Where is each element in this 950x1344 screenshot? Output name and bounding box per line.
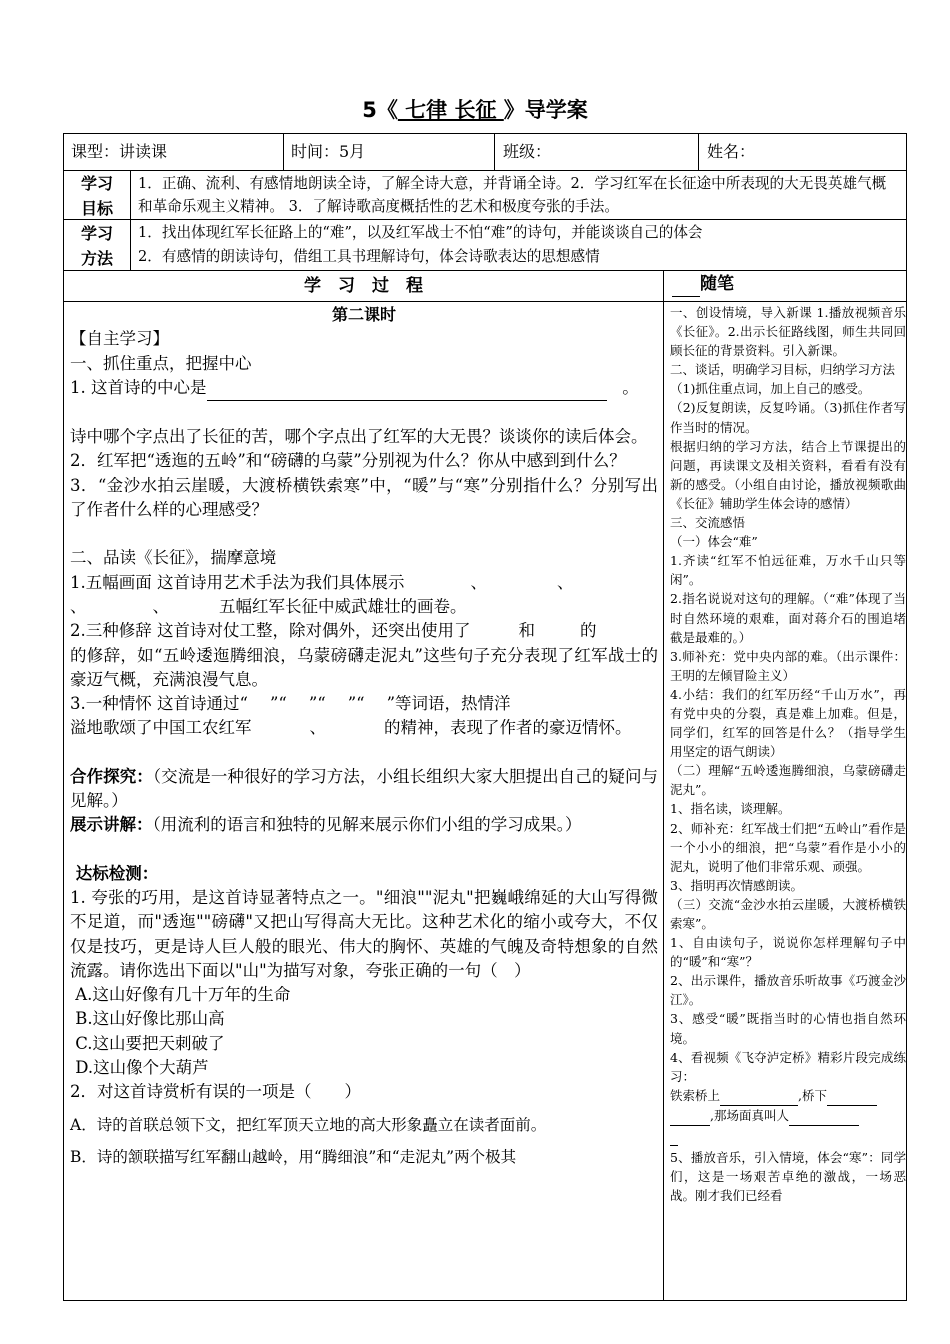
cooperation-label: 合作探究： [70,766,153,786]
note-18: 2、出示课件，播放音乐听故事《巧渡金沙江》。 [670,973,906,1008]
table-border-top [63,133,907,134]
question-1-end: 。 [622,377,639,397]
note-11: 4.小结：我们的红军历经“千山万水”，再有党中央的分裂，真是难上加难。但是，同学们，红军的回答是什么？（指导学生用坚定的语气朗读） [670,686,906,760]
note-21 [670,1086,906,1106]
cooperation [70,765,658,814]
section-1-title: 一、抓住重点，把握中心 [70,353,252,373]
question-1-text: 1. 这首诗的中心是 [70,377,207,397]
self-study-heading: 【自主学习】 [70,329,169,349]
point-3: 3.一种情怀 这首诗通过“ ”“ ”“ ”“ ”等词语，热情洋 [70,694,511,714]
methods-line-1: 1．找出体现红军长征路上的“难”，以及红军战士不怕“难”的诗句，并能谈谈自己的体会 [138,224,703,241]
cooperation-text: （交流是一种很好的学习方法，小组长组织大家大胆提出自己的疑问与见解。） [70,766,659,811]
note-4: （2)反复朗读，反复吟诵。（3)抓住作者写作当时的情况。 [670,400,906,435]
notes-divider [663,270,664,1301]
table-rule-2 [63,219,907,220]
point-1-cont: 、 、 五幅红军长征中威武雄壮的画卷。 [70,596,467,616]
note-2: 二、谈话，明确学习目标，归纳学习方法 [670,362,896,378]
note-6: 三、交流感悟 [670,515,746,531]
note-5: 根据归纳的学习方法，结合上节课提出的问题，再读课文及相关资料，看看有没有新的感受。（小组自由讨论，播放视频歌曲《长征》辅助学生体会诗的感情） [670,438,906,511]
option-a [70,983,658,1007]
lesson-heading: 第二课时 [331,305,396,324]
point-1-end: 五幅红军长征中威武雄壮的画卷。 [219,596,467,616]
table-rule-1 [63,170,907,171]
option-c [70,1032,658,1056]
note-17: 1、自由读句子，说说你怎样理解句子中的“暖”和“寒”？ [670,935,906,970]
methods-label-line1: 学习 [80,224,113,243]
test-heading [70,862,658,886]
option-d-text: D.这山像个大葫芦 [75,1058,209,1078]
notes-header [672,272,734,297]
option-b-text: B.这山好像比那山高 [75,1009,225,1029]
point-2-and: 和 [518,621,535,641]
point-1-text: 1.五幅画面 这首诗用艺术手法为我们具体展示 [70,572,405,592]
methods-label-line2: 方法 [80,249,113,268]
question-1 [70,376,658,401]
notes-content [670,303,906,1205]
question-1-blank [207,376,607,401]
note-22-blank-1 [670,1106,710,1126]
spacer [70,401,658,425]
table-border-right [906,133,907,1301]
note-12: （二）理解“五岭逶迤腾细浪，乌蒙磅礴走泥丸”。 [670,763,906,798]
note-15: 3、指明再次情感朗读。 [670,877,803,893]
section-2-title: 二、品读《长征》，揣摩意境 [70,548,277,568]
table-rule-4 [63,301,907,302]
process-header: 学 习 过 程 [304,276,423,296]
note-3: （1)抓住重点词，加上自己的感受。 [670,381,871,397]
main-content [70,303,658,1169]
goals-label [64,171,130,221]
presentation-text: （用流利的语言和独特的见解来展示你们小组的学习成果。） [152,815,582,835]
note-19: 3、感受“暖”既指当时的心情也指自然环境。 [670,1011,906,1046]
point-2-text: 2.三种修辞 这首诗对仗工整，除对偶外，还突出使用了 [70,621,471,641]
goals-label-line1: 学习 [80,174,113,193]
spacer [70,838,658,862]
note-21-b: ,桥下 [798,1087,827,1103]
methods-label [64,221,130,271]
option-d [70,1056,658,1080]
table-border-bottom [63,1300,907,1301]
note-22-text: ,那场面真叫人 [710,1107,789,1123]
note-13: 1、指名读，谈理解。 [670,801,791,817]
note-8: 1.齐读“红军不怕远征难，万水千山只等闲”。 [670,553,906,588]
question-3: 3．“金沙水拍云崖暖，大渡桥横铁索寒”中，“暖”与“寒”分别指什么？分别写出了作者什么样的心理感受？ [70,475,658,520]
title-poem-name: 七律 长征 [397,98,504,122]
header-divider-2 [494,133,495,170]
option-c-text: C.这山要把天刺破了 [75,1033,225,1053]
note-10: 3.师补充：党中央内部的难。（出示课件：王明的左倾冒险主义） [670,648,906,683]
point-2-cont: 的修辞，如“五岭逶迤腾细浪，乌蒙磅礴走泥丸”这些句子充分表现了红军战士的豪迈气概，充满浪漫气息。 [70,645,658,689]
goals-text: 1．正确、流利、有感情地朗读全诗，了解全诗大意，并背诵全诗。2．学习红军在长征途中所表现的大无畏英雄气概和革命乐观主义精神。 3．了解诗歌高度概括性的艺术和极度夸张的手法。 [138,175,887,215]
test-question-1: 1. 夸张的巧用，是这首诗显著特点之一。"细浪""泥丸"把巍峨绵延的大山写得微不足道，而"透迤""磅礴"又把山写得高大无比。这种艺术化的缩小或夸大，不仅仅是技巧，更是诗人巨人般的眼光、伟大的胸怀、英雄的气魄及奇特想象的自然流露。请你选出下面以"山"为描写对象，夸张正确的一句（ ） [70,887,658,980]
question-1b: 诗中哪个字点出了长征的苦，哪个字点出了红军的大无畏？谈谈你的读后体会。 [70,427,648,447]
note-21-blank-2 [827,1086,877,1106]
note-21-a: 铁索桥上 [670,1087,721,1103]
page-title [0,94,950,124]
note-7: （一）体会“难” [670,534,758,550]
question-2: 2．红军把“透迤的五岭”和“磅礴的乌蒙”分别视为什么？你从中感到到什么？ [70,451,626,471]
table-border-left [63,133,64,1301]
note-22 [670,1106,906,1126]
student-name-field: 姓名： [707,142,756,161]
header-divider-3 [698,133,699,170]
note-22-tail [670,1126,906,1146]
note-22-blank-3 [670,1126,678,1146]
note-1: 一、创设情境，导入新课 1.播放视频音乐《长征》。2.出示长征路线图，师生共同回顾长征的背景资料。引入新课。 [670,305,906,359]
note-22-blank-2 [789,1106,859,1126]
point-3-text: 3.一种情怀 这首诗通过“ [70,694,248,714]
class-field: 班级： [503,142,552,161]
q2-option-b: B．诗的颔联描写红军翻山越岭，用“腾细浪”和“走泥丸”两个极其 [70,1147,517,1166]
note-21-blank-1 [720,1086,798,1106]
test-label: 达标检测： [75,863,159,883]
goals-label-line2: 目标 [80,199,113,218]
point-3-end: 的精神，表现了作者的豪迈情怀。 [384,718,632,738]
presentation-label: 展示讲解： [70,815,153,835]
note-9: 2.指名说说对这句的理解。（“难”体现了当时自然环境的艰难，面对蒋介石的围追堵截是最难的。） [670,591,906,645]
note-23: 5、播放音乐，引入情境，体会“寒”：同学们，这是一场艰苦卓绝的激战，一场恶战。刚才我们已经看 [670,1150,906,1204]
methods-line-2: 2．有感情的朗读诗句，借组工具书理解诗句，体会诗歌表达的思想感情 [138,248,600,265]
test-question-2: 2．对这首诗赏析有误的一项是（ ） [70,1082,361,1102]
note-14: 2、师补充：红军战士们把“五岭山”看作是一个小小的细浪，把“乌蒙”看作是小小的泥丸，说明了他们非常乐观、顽强。 [670,820,906,874]
point-2: 2.三种修辞 这首诗对仗工整，除对偶外，还突出使用了 和 的 [70,621,597,641]
point-1: 1.五幅画面 这首诗用艺术手法为我们具体展示 、 、 [70,572,574,592]
option-b [70,1007,658,1031]
point-3-cont: 溢地歌颂了中国工农红军 、 的精神，表现了作者的豪迈情怀。 [70,718,632,738]
spacer [70,741,658,765]
methods-text [138,221,900,269]
note-16: （三）交流“金沙水拍云崖暖，大渡桥横铁索寒”。 [670,896,906,931]
title-prefix: 5《 [362,98,398,122]
lesson-time: 时间：5月 [291,142,366,161]
table-rule-3 [63,270,907,271]
option-a-text: A.这山好像有几十万年的生命 [75,985,291,1005]
header-divider-1 [283,133,284,170]
label-divider [130,170,131,270]
note-20: 4、看视频《飞夺泸定桥》精彩片段完成练习： [670,1049,906,1084]
spacer [70,522,658,546]
q2-option-a: A．诗的首联总领下文，把红军顶天立地的高大形象矗立在读者面前。 [70,1115,547,1134]
notes-header-text: 随笔 [700,274,734,294]
lesson-type: 课型：讲读课 [71,142,168,161]
presentation [70,813,658,837]
notes-header-blank [672,272,700,297]
title-suffix: 》导学案 [503,98,588,122]
